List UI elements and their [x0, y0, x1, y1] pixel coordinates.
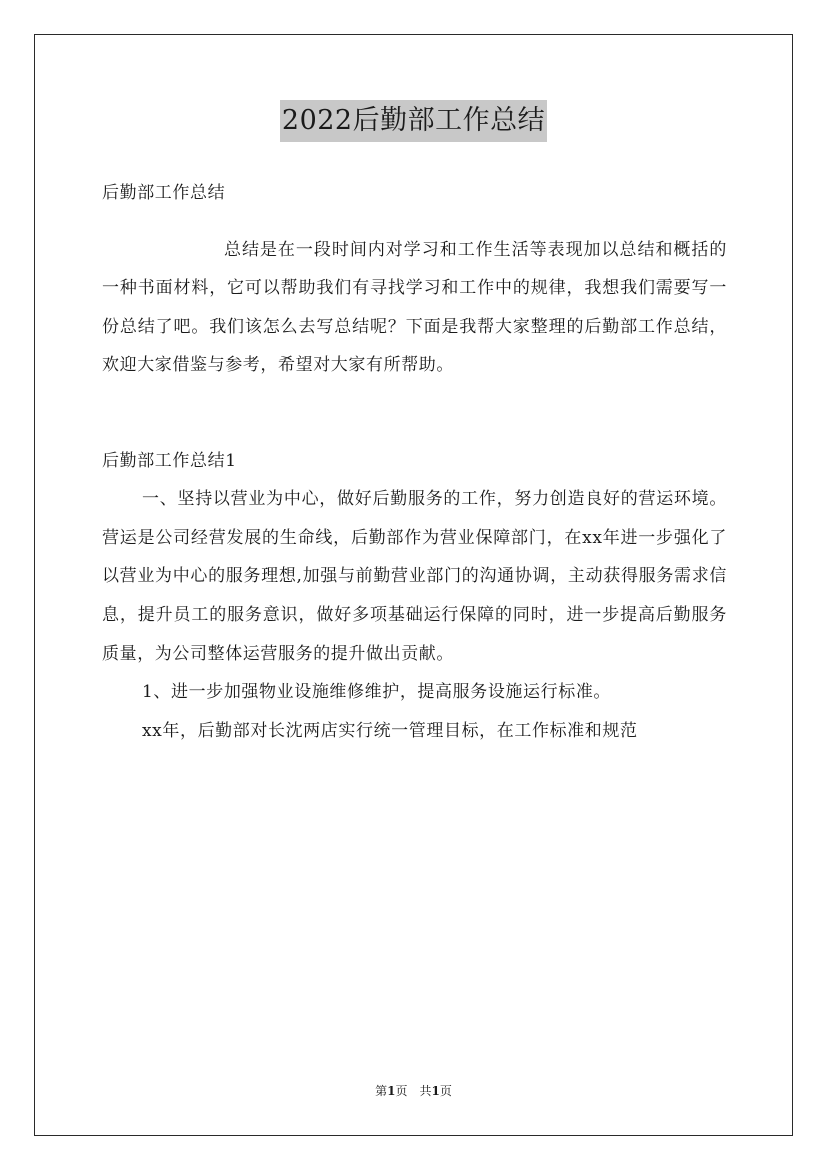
paragraph-1: 一、坚持以营业为中心，做好后勤服务的工作，努力创造良好的营运环境。营运是公司经营发展的生命线，后勤部作为营业保障部门，在xx年进一步强化了以营业为中心的服务理想,加强与前勤营业部门的沟通协调，主动获得服务需求信息，提升员工的服务意识，做好多项基础运行保障的同时，进一步提高后勤服务质量，为公司整体运营服务的提升做出贡献。: [102, 489, 727, 664]
footer-page-mid: 页 共: [395, 1084, 432, 1098]
spacer: [102, 385, 727, 424]
document-title: [0, 100, 827, 142]
spacer: [102, 424, 727, 442]
document-title-text: 2022后勤部工作总结: [280, 100, 547, 142]
spacer: [102, 213, 727, 231]
footer-page-suffix: 页: [439, 1084, 452, 1098]
footer-page-number: 1: [387, 1084, 396, 1098]
footer-page-total: 1: [431, 1084, 440, 1098]
paragraph-3: xx年，后勤部对长沈两店实行统一管理目标，在工作标准和规范: [142, 720, 638, 741]
page-footer: [0, 1082, 827, 1099]
footer-page-prefix: 第: [375, 1084, 388, 1098]
section-heading: 后勤部工作总结1: [102, 450, 237, 471]
document-subtitle: 后勤部工作总结: [102, 183, 226, 203]
document-body: [102, 174, 727, 750]
paragraph-2: 1、进一步加强物业设施维修维护，提高服务设施运行标准。: [142, 682, 612, 703]
intro-paragraph: 总结是在一段时间内对学习和工作生活等表现加以总结和概括的一种书面材料，它可以帮助我们有寻找学习和工作中的规律，我想我们需要写一份总结了吧。我们该怎么去写总结呢？下面是我帮大家整理的后勤部工作总结，欢迎大家借鉴与参考，希望对大家有所帮助。: [102, 239, 727, 376]
